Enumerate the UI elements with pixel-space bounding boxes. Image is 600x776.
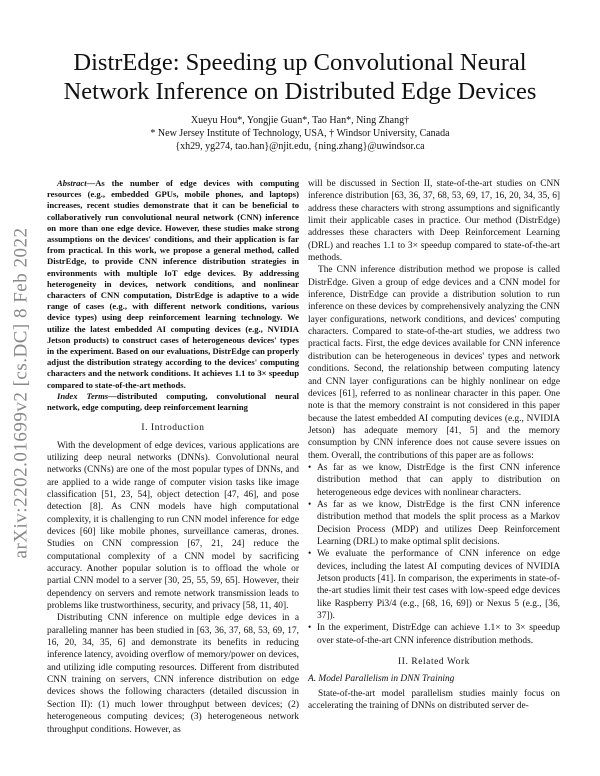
list-item xyxy=(308,622,560,647)
abstract-label: Abstract— xyxy=(57,178,96,188)
contribution-text: As far as we know, DistrEdge is the first CNN inference distribution method that models the split process as a Markov Decision Process (MDP) and utilizes Deep Reinforcement Learning (DRL) to make optimal split decisions. xyxy=(317,499,560,547)
contributions-list xyxy=(308,462,560,647)
bullet-mark: • xyxy=(308,462,312,473)
bullet-mark: • xyxy=(308,623,312,634)
abstract-text: As the number of edge devices with computing resources (e.g., embedded GPUs, mobile phones, and laptops) increases, recent studies demonstrate that it can be beneficial to collaboratively run convolutional neural network (CNN) inference on more than one edge device. However, these studies make strong assumptions on the devices' conditions, and their application is far from practical. In this work, we propose a general method, called DistrEdge, to provide CNN inference distribution strategies in environments with multiple IoT edge devices. By addressing heterogeneity in devices, network conditions, and nonlinear characters of CNN computation, DistrEdge is adaptive to a wide range of cases (e.g., with different network conditions, various device types) using deep reinforcement learning technology. We utilize the latest embedded AI computing devices (e.g., NVIDIA Jetson products) to construct cases of heterogeneous devices' types in the experiment. Based on our evaluations, DistrEdge can properly adjust the distribution strategy according to the devices' computing characters and the network conditions. It achieves 1.1 to 3× speedup compared to state-of-the-art methods. xyxy=(47,178,299,390)
contribution-text: In the experiment, DistrEdge can achieve 1.1× to 3× speedup over state-of-the-art CNN inference distribution methods. xyxy=(317,623,560,646)
right-column xyxy=(308,178,560,712)
arxiv-identifier xyxy=(6,178,36,608)
list-item xyxy=(308,548,560,622)
paper-title: DistrEdge: Speeding up Convolutional Neural Network Inference on Distributed Edge Devices xyxy=(63,49,537,105)
author-affiliations: * New Jersey Institute of Technology, USA, † Windsor University, Canada xyxy=(150,128,450,139)
subsection-heading: A. Model Parallelism in DNN Training xyxy=(308,674,455,685)
bullet-mark: • xyxy=(308,549,312,560)
author-names: Xueyu Hou*, Yongjie Guan*, Tao Han*, Ning Zhang† xyxy=(190,115,410,126)
section-heading-related-work: II. Related Work xyxy=(398,657,470,668)
related-paragraph-1: State-of-the-art model parallelism studies mainly focus on accelerating the training of DNNs on distributed server de- xyxy=(308,688,560,712)
author-emails: {xh29, yg274, tao.han}@njit.edu, {ning.zhang}@uwindsor.ca xyxy=(175,141,425,152)
bullet-mark: • xyxy=(308,499,312,510)
abstract xyxy=(47,178,299,391)
right-paragraph-2: The CNN inference distribution method we propose is called DistrEdge. Given a group of edge devices and a CNN model for inference, DistrEdge can provide a distribution solution to run inference on these devices by comprehensively analyzing the CNN layer configurations, network conditions, and devices' computing characters. Compared to state-of-the-art studies, we address two practical facts. First, the edge devices available for CNN inference distribution can be heterogeneous in devices' types and network conditions. Second, the relationship between computing latency and CNN layer configurations can be highly nonlinear on edge devices [61], referred to as nonlinear character in this paper. One note is that the memory constraint is not considered in this paper because the latest embedded AI computing devices (e.g., NVIDIA Jetson) has adequate memory [41, 5] and the memory consumption by CNN inference does not cause severe issues on them. Overall, the contributions of this paper are as follows: xyxy=(308,265,560,461)
index-terms-text: distributed computing, convolutional neural network, edge computing, deep reinforcement learning xyxy=(47,390,300,413)
arxiv-identifier-text: arXiv:2202.01699v2 [cs.DC] 8 Feb 2022 xyxy=(10,227,32,559)
list-item xyxy=(308,462,560,499)
right-paragraph-1: will be discussed in Section II, state-of-the-art studies on CNN inference distribution [63, 36, 37, 68, 53, 69, 17, 16, 20, 34, 35, 6] address these characters with strong assumptions and significantly limit their applicable cases in practice. Our method (DistrEdge) addresses these characters with Deep Reinforcement Learning (DRL) and reaches 1.1 to 3× speedup compared to state-of-the-art methods. xyxy=(308,179,560,264)
contribution-text: As far as we know, DistrEdge is the first CNN inference distribution method that can apply to distribution on heterogeneous edge devices with nonlinear characters. xyxy=(317,462,560,498)
left-column xyxy=(47,178,299,736)
contribution-text: We evaluate the performance of CNN inference on edge devices, including the latest AI computing devices of NVIDIA Jetson products [41]. In comparison, the experiments in state-of-the-art studies limit their test cases with low-speed edge devices like Raspberry Pi3/4 (e.g., [68, 16, 69]) or Nexus 5 (e.g., [36, 37]). xyxy=(317,549,560,622)
section-heading-introduction: I. Introduction xyxy=(141,423,205,434)
list-item xyxy=(308,499,560,548)
index-terms-label: Index Terms— xyxy=(57,390,117,401)
author-block xyxy=(40,114,560,153)
index-terms xyxy=(47,391,299,413)
intro-paragraph-1: With the development of edge devices, various applications are utilizing deep neural networks (DNNs). Convolutional neural networks (CNNs) are one of the most popular types of DNNs, and are applied to a wide range of computer vision tasks like image classification [51, 23, 54], object detection [47, 46], and pose detection [8]. As CNN models have high computational complexity, it is challenging to run CNN model inference for edge devices [60] like mobile phones, surveillance cameras, drones. Studies on CNN compression [67, 21, 24] reduce the computational complexity of a CNN model by sacrificing accuracy. Another popular solution is to offload the whole or partial CNN model to a server [30, 25, 55, 59, 65]. However, their dependency on servers and remote network transmission leads to problems like trustworthiness, security, and privacy [58, 11, 40]. xyxy=(47,440,299,612)
intro-paragraph-2: Distributing CNN inference on multiple edge devices in a paralleling manner has been studied in [63, 36, 37, 68, 53, 69, 17, 16, 20, 34, 35, 6] and demonstrate its benefits in reducing inference latency, avoiding overflow of memory/power on devices, and utilizing idle computing resources. Different from distributed CNN training on servers, CNN inference distribution on edge devices shows the following characters (detailed discussion in Section II): (1) much lower throughput between devices; (2) heterogeneous computing devices; (3) heterogeneous network throughput conditions. However, as xyxy=(47,613,299,735)
